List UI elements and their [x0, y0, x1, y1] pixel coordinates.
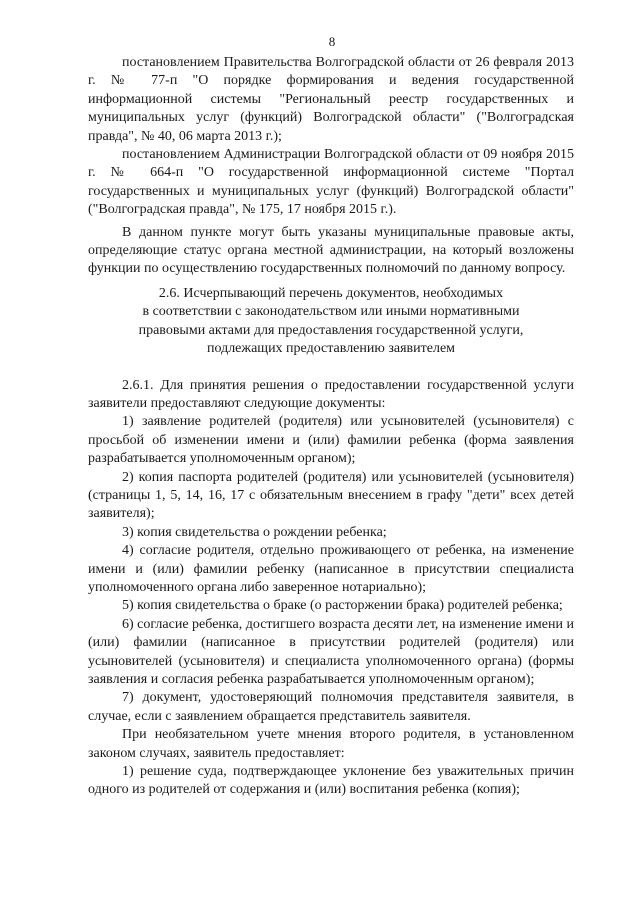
heading-line-2: в соответствии с законодательством или иными нормативными — [142, 304, 520, 320]
list-item-6-child-consent: 6) согласие ребенка, достигшего возраста десяти лет, на изменение имени и (или) фамилии (написанное в присутствии родителей (родителя) или усыновителей (усыновителя) и специалиста уполномоченного органа) (формы заявления и согласия ребенка разрабатывается уполномоченным органом); — [88, 616, 574, 687]
list-item-5-marriage-certificate: 5) копия свидетельства о браке (о расторжении брака) родителей ребенка; — [122, 598, 563, 614]
paragraph-resolution-77p: постановлением Правительства Волгоградской области от 26 февраля 2013 г. № 77-п "О порядке формирования и ведения государственной информационной системы "Региональный реестр государственных и муниципальных услуг (функций) Волгоградской области" ("Волгоградская правда", № 40, 06 марта 2013 г.); — [88, 55, 574, 144]
paragraph-second-parent-opinion: При необязательном учете мнения второго родителя, в установленном законом случаях, заявитель предоставляет: — [88, 727, 574, 761]
list-item-2-passport-copy: 2) копия паспорта родителей (родителя) или усыновителей (усыновителя) (страницы 1, 5, 14, 16, 17 с обязательным внесением в графу "дети" всех детей заявителя); — [88, 469, 574, 522]
document-body — [88, 54, 574, 800]
section-spacer — [88, 359, 574, 377]
page-number: 8 — [328, 34, 336, 49]
heading-line-3: правовыми актами для предоставления государственной услуги, — [138, 322, 524, 338]
section-heading-2-6 — [88, 285, 574, 359]
list-item-4-parent-consent: 4) согласие родителя, отдельно проживающего от ребенка, на изменение имени и (или) фамилии ребенку (написанное в присутствии специалиста уполномоченного органа либо заверенное нотариально); — [88, 543, 574, 595]
list-item-3-birth-certificate: 3) копия свидетельства о рождении ребенка; — [122, 524, 387, 540]
paragraph-municipal-acts-note: В данном пункте могут быть указаны муниципальные правовые акты, определяющие статус органа местной администрации, на который возложены функции по осуществлению государственных полномочий по данному вопросу. — [88, 224, 574, 277]
list-item-1-court-decision: 1) решение суда, подтверждающее уклонение без уважительных причин одного из родителей от содержания и (или) воспитания ребенка (копия); — [88, 764, 574, 798]
paragraph-resolution-664p: постановлением Администрации Волгоградской области от 09 ноября 2015 г. № 664-п "О государственной информационной системе "Портал государственных и муниципальных услуг (функций) Волгоградской области" ("Волгоградская правда", № 175, 17 ноября 2015 г.). — [88, 147, 574, 218]
heading-line-4: подлежащих предоставлению заявителем — [206, 341, 456, 357]
paragraph-2-6-1: 2.6.1. Для принятия решения о предоставлении государственной услуги заявители предоставляют следующие документы: — [88, 377, 574, 411]
heading-line-1: 2.6. Исчерпывающий перечень документов, необходимых — [158, 285, 504, 301]
list-item-1-application: 1) заявление родителей (родителя) или усыновителей (усыновителя) с просьбой об изменении имени и (или) фамилии ребенка (форма заявления разрабатывается уполномоченным органом); — [88, 414, 574, 467]
list-item-7-representative-document: 7) документ, удостоверяющий полномочия представителя заявителя, в случае, если с заявлением обращается представитель заявителя. — [88, 690, 574, 724]
